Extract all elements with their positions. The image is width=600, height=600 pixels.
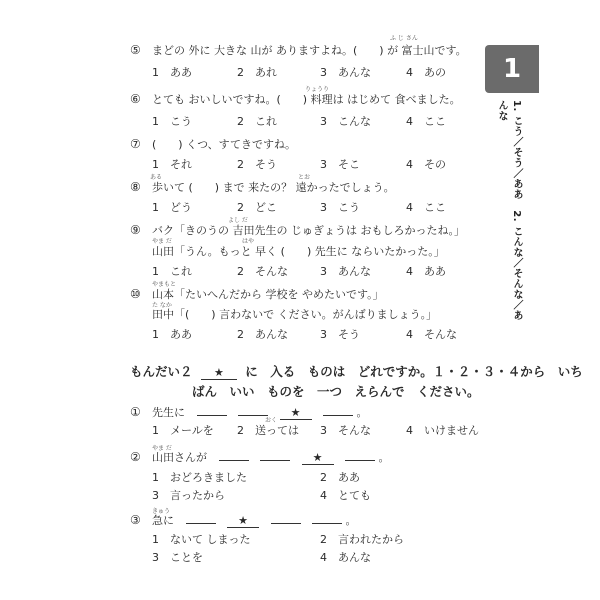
sentence-line	[130, 449, 390, 465]
answer-blank[interactable]	[323, 405, 353, 416]
option-2[interactable]: 2 そんな	[237, 265, 288, 278]
option-3[interactable]: 3 あんな	[320, 265, 371, 278]
section-instruction: に 入る ものは どれですか。１・２・３・４から いち	[245, 364, 583, 379]
option-2[interactable]: 2 これ	[237, 115, 277, 128]
option-4[interactable]: 4 ああ	[406, 265, 446, 278]
answer-blank[interactable]	[271, 513, 301, 524]
section-heading-line2: ばん いい ものを 一つ えらんで ください。	[192, 384, 480, 399]
option-4[interactable]: 4 あんな	[320, 551, 371, 564]
furigana: やま だ	[152, 445, 172, 452]
question-text	[130, 222, 465, 238]
option-4[interactable]: 4 ここ	[406, 115, 446, 128]
question-text: 山田「うん。もっと 早く ( ) 先生に ならいたかった。」	[152, 245, 445, 258]
question-line: 歩いて ( ) まで 来たの？ 遠かったでしょう。	[152, 181, 395, 194]
furigana: はや	[242, 238, 255, 245]
question-line: まどの 外に 大きな 山が ありますよね。( ) が 富士山です。	[152, 44, 467, 57]
option-1[interactable]: 1 ああ	[152, 66, 192, 79]
furigana: よし だ	[228, 217, 248, 224]
question-text	[130, 42, 467, 58]
question-line: バク「きのうの 吉田先生の じゅぎょうは おもしろかったね。」	[152, 224, 465, 237]
chapter-tab	[485, 45, 539, 93]
section-label: もんだい２	[130, 364, 193, 379]
option-1[interactable]: 1 メールを	[152, 424, 214, 437]
question-text	[130, 136, 296, 152]
question-number: ⑩	[130, 287, 141, 301]
question-text: 田中「( ) 言わないで ください。がんばりましょう。」	[152, 308, 438, 321]
furigana: やま だ	[152, 238, 172, 245]
question-number: ⑤	[130, 43, 141, 57]
chapter-number: 1	[502, 54, 522, 84]
option-4[interactable]: 4 ここ	[406, 201, 446, 214]
option-2[interactable]: 2 そう	[237, 158, 277, 171]
furigana: やまもと	[152, 281, 177, 288]
option-3[interactable]: 3 ことを	[152, 551, 203, 564]
option-3[interactable]: 3 そこ	[320, 158, 360, 171]
option-3[interactable]: 3 こう	[320, 201, 360, 214]
sentence-lead: 先生に	[152, 406, 185, 419]
star-blank[interactable]: ★	[302, 451, 334, 465]
section-heading	[130, 362, 583, 380]
question-text	[130, 179, 395, 195]
sentence-line	[130, 512, 357, 528]
option-2[interactable]: 2 どこ	[237, 201, 277, 214]
furigana: りょうり	[305, 86, 330, 93]
item-number: ②	[130, 450, 141, 464]
sentence-lead: 山田さんが	[152, 451, 207, 464]
option-1[interactable]: 1 それ	[152, 158, 192, 171]
option-3[interactable]: 3 言ったから	[152, 489, 225, 502]
sentence-end: 。	[345, 514, 357, 527]
option-3[interactable]: 3 そう	[320, 328, 360, 341]
option-2[interactable]: 2 ああ	[320, 471, 360, 484]
answer-blank[interactable]	[312, 513, 342, 524]
item-number: ①	[130, 405, 141, 419]
furigana: おく	[265, 417, 278, 424]
question-text	[130, 91, 461, 107]
option-1[interactable]: 1 これ	[152, 265, 192, 278]
option-4[interactable]: 4 そんな	[406, 328, 457, 341]
question-number: ⑧	[130, 180, 141, 194]
star-blank[interactable]: ★	[227, 514, 259, 528]
option-1[interactable]: 1 どう	[152, 201, 192, 214]
answer-blank[interactable]	[260, 450, 290, 461]
item-number: ③	[130, 513, 141, 527]
answer-blank[interactable]	[238, 405, 268, 416]
star-blank[interactable]: ★	[280, 406, 312, 420]
answer-blank[interactable]	[345, 450, 375, 461]
option-3[interactable]: 3 あんな	[320, 66, 371, 79]
option-1[interactable]: 1 おどろきました	[152, 471, 247, 484]
option-4[interactable]: 4 いけません	[406, 424, 479, 437]
question-number: ⑦	[130, 137, 141, 151]
answer-blank[interactable]	[219, 450, 249, 461]
option-1[interactable]: 1 ああ	[152, 328, 192, 341]
option-3[interactable]: 3 そんな	[320, 424, 371, 437]
chapter-caption: 1. こう／そう／ああ 2. こんな／そんな／あんな	[496, 100, 522, 321]
furigana: た なか	[152, 302, 172, 309]
option-1[interactable]: 1 ないて しまった	[152, 533, 251, 546]
furigana: とお	[298, 174, 311, 181]
option-1[interactable]: 1 こう	[152, 115, 192, 128]
furigana: きゅう	[152, 508, 171, 515]
option-3[interactable]: 3 こんな	[320, 115, 371, 128]
question-line: とても おいしいですね。( ) 料理は はじめて 食べました。	[152, 93, 461, 106]
star-icon: ★	[201, 366, 237, 380]
option-2[interactable]: 2 言われたから	[320, 533, 404, 546]
question-number: ⑥	[130, 92, 141, 106]
option-2[interactable]: 2 送っては	[237, 424, 299, 437]
option-4[interactable]: 4 その	[406, 158, 446, 171]
question-line: 山本「たいへんだから 学校を やめたいです。」	[152, 288, 384, 301]
answer-blank[interactable]	[197, 405, 227, 416]
option-2[interactable]: 2 あれ	[237, 66, 277, 79]
option-2[interactable]: 2 あんな	[237, 328, 288, 341]
question-line: ( ) くつ、すてきですね。	[152, 138, 296, 151]
sentence-line	[130, 404, 368, 420]
answer-blank[interactable]	[186, 513, 216, 524]
option-4[interactable]: 4 とても	[320, 489, 371, 502]
option-4[interactable]: 4 あの	[406, 66, 446, 79]
sentence-end: 。	[378, 451, 390, 464]
sentence-end: 。	[356, 406, 368, 419]
furigana: ある	[150, 174, 163, 181]
question-number: ⑨	[130, 223, 141, 237]
sentence-lead: 急に	[152, 514, 174, 527]
furigana: ふ じ さん	[390, 35, 418, 42]
